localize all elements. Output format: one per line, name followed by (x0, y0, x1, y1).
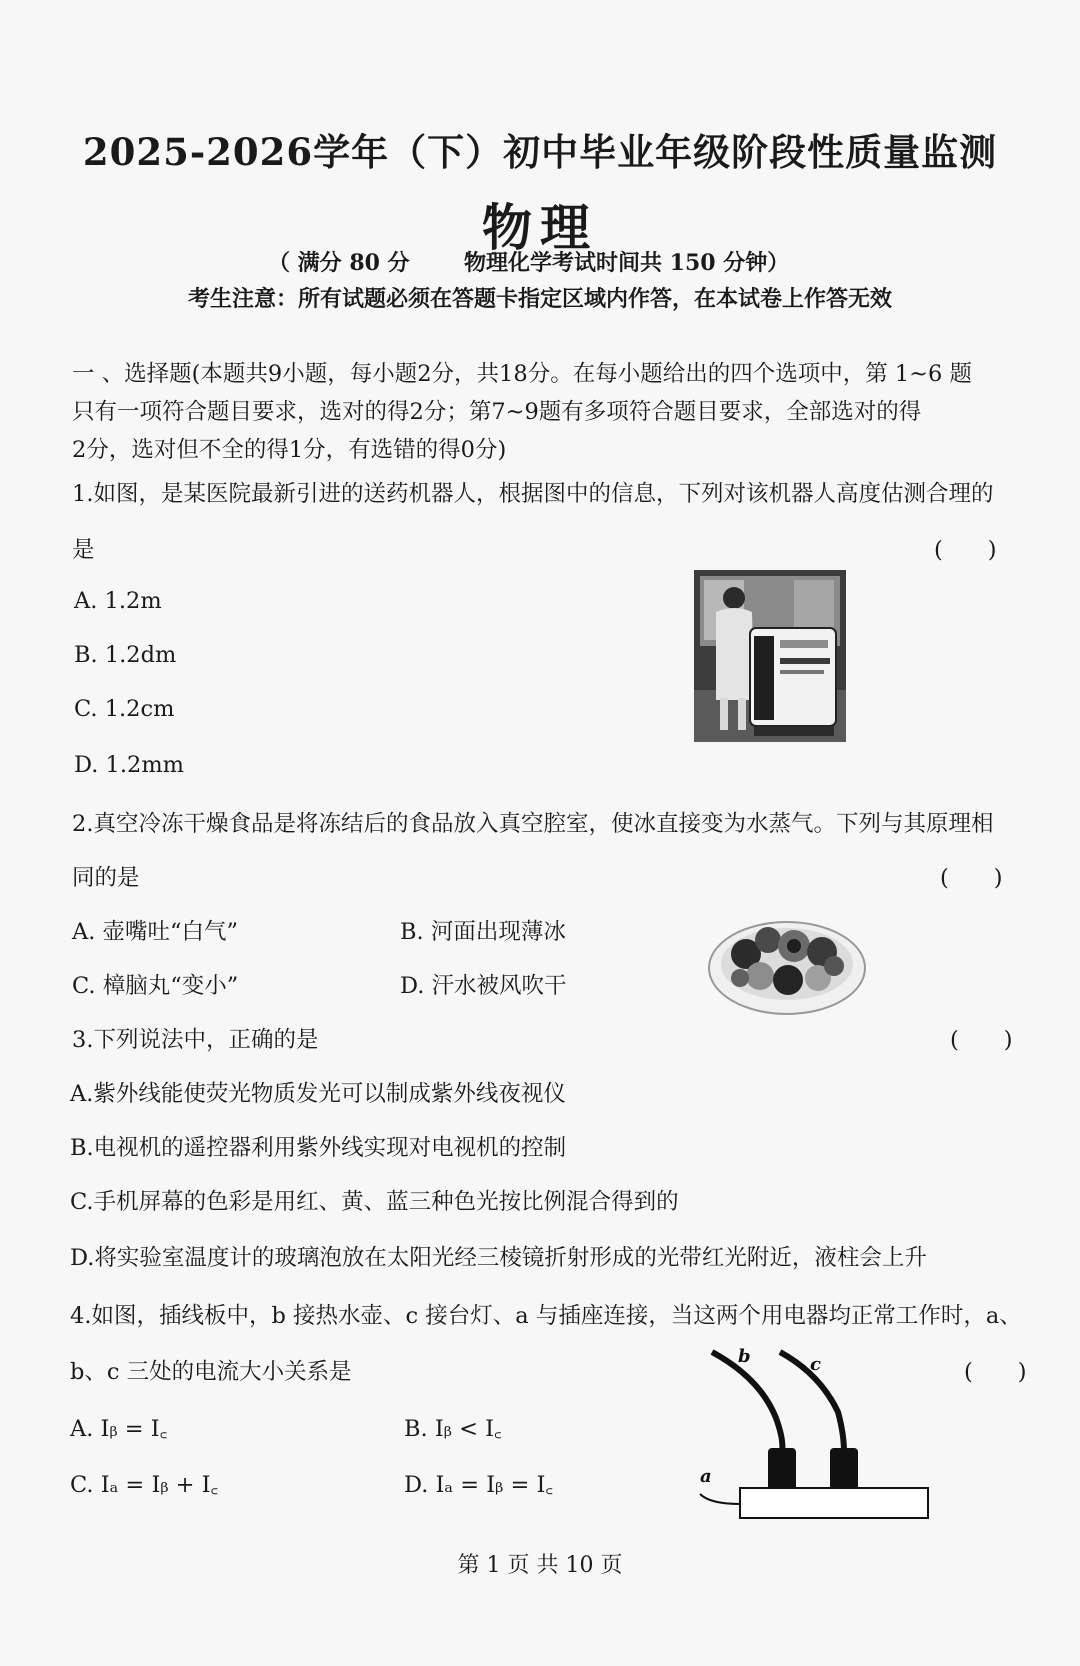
section-intro-line1: 一 、选择题(本题共9小题，每小题2分，共18分。在每小题给出的四个选项中，第 1~6 题 (72, 361, 972, 387)
q1-option-a: A. 1.2m (74, 588, 162, 614)
q4-stem-line2: b、c 三处的电流大小关系是 (70, 1359, 352, 1385)
section-intro-line2: 只有一项符合题目要求，选对的得2分；第7~9题有多项符合题目要求，全部选对的得 (72, 399, 922, 425)
q2-answer-bracket: ( ) (940, 865, 1003, 891)
exam-notice: 考生注意：所有试题必须在答题卡指定区域内作答，在本试卷上作答无效 (187, 286, 892, 312)
label-c: c (810, 1354, 821, 1375)
label-b: b (738, 1348, 751, 1367)
q4-option-c: C. Iₐ = Iᵦ + I꜀ (70, 1472, 219, 1498)
dried-food-plate-photo (706, 900, 868, 1022)
q1-stem-line2: 是 (72, 537, 95, 563)
q2-stem-line1: 2.真空冷冻干燥食品是将冻结后的食品放入真空腔室，使冰直接变为水蒸气。下列与其原理相 (72, 811, 994, 837)
q2-option-d: D. 汗水被风吹干 (400, 973, 567, 999)
section-intro-line3: 2分，选对但不全的得1分，有选错的得0分) (72, 437, 507, 463)
q2-option-c: C. 樟脑丸“变小” (72, 973, 239, 999)
q4-option-a: A. Iᵦ = I꜀ (70, 1416, 168, 1442)
q4-option-b: B. Iᵦ < I꜀ (404, 1416, 502, 1442)
label-a: a (700, 1466, 712, 1487)
subject-title: 物理 (482, 198, 598, 257)
q1-option-b: B. 1.2dm (74, 642, 177, 668)
page-footer: 第 1 页 共 10 页 (457, 1553, 623, 1578)
q2-option-a: A. 壶嘴吐“白气” (72, 919, 239, 945)
q3-option-a: A.紫外线能使荧光物质发光可以制成紫外线夜视仪 (70, 1081, 566, 1107)
q3-option-d: D.将实验室温度计的玻璃泡放在太阳光经三棱镜折射形成的光带红光附近，液柱会上升 (70, 1245, 927, 1271)
q1-stem-line1: 1.如图，是某医院最新引进的送药机器人，根据图中的信息，下列对该机器人高度估测合理的 (72, 481, 994, 507)
power-strip-diagram (690, 1348, 930, 1526)
q2-option-b: B. 河面出现薄冰 (400, 919, 566, 945)
q3-option-b: B.电视机的遥控器利用紫外线实现对电视机的控制 (70, 1135, 567, 1161)
q1-option-d: D. 1.2mm (74, 752, 184, 778)
score-info: （ 满分 80 分 (268, 250, 410, 276)
delivery-robot-photo (694, 570, 846, 742)
q4-answer-bracket: ( ) (964, 1359, 1027, 1385)
q3-option-c: C.手机屏幕的色彩是用红、黄、蓝三种色光按比例混合得到的 (70, 1189, 679, 1215)
q2-stem-line2: 同的是 (72, 865, 140, 891)
time-info: 物理化学考试时间共 150 分钟） (464, 250, 790, 276)
q1-option-c: C. 1.2cm (74, 696, 175, 722)
q3-answer-bracket: ( ) (950, 1027, 1013, 1053)
q3-stem: 3.下列说法中，正确的是 (72, 1027, 319, 1053)
q4-stem-line1: 4.如图，插线板中，b 接热水壶、c 接台灯、a 与插座连接，当这两个用电器均正常工作时，a、 (70, 1303, 1022, 1329)
exam-title: 2025-2026学年（下）初中毕业年级阶段性质量监测 (82, 130, 998, 174)
q1-answer-bracket: ( ) (934, 537, 997, 563)
q4-option-d: D. Iₐ = Iᵦ = I꜀ (404, 1472, 554, 1498)
